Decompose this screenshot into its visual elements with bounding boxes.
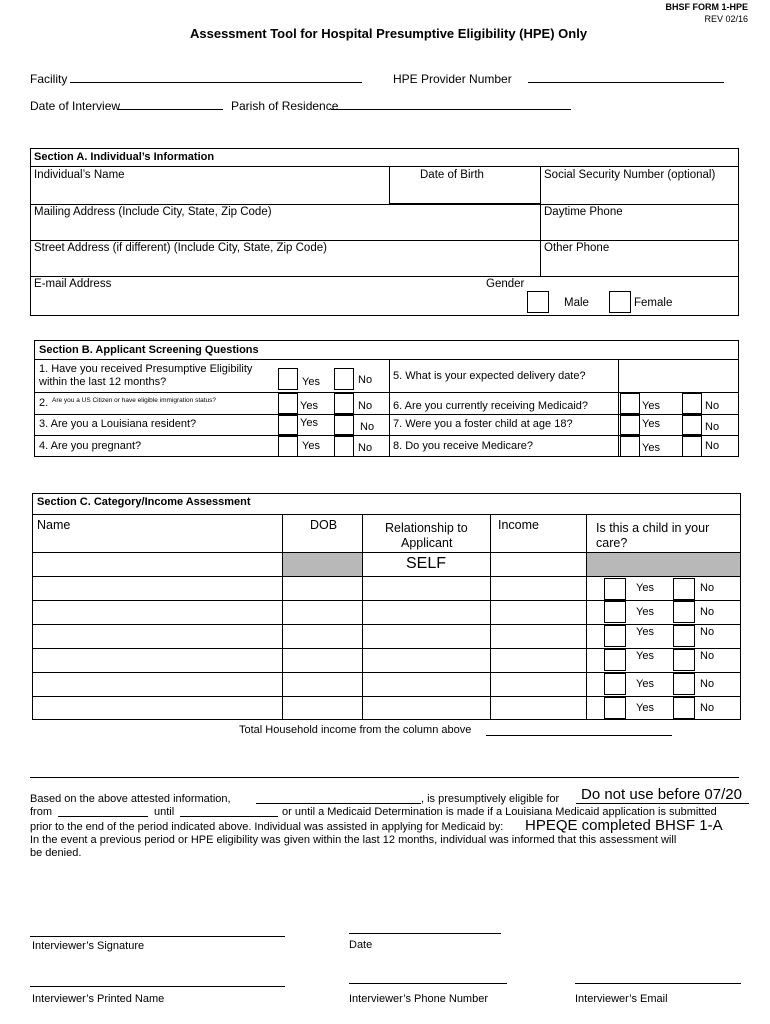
row7-yes-label: Yes [636,702,654,714]
q3-no-checkbox[interactable] [334,415,354,435]
self-dob-shaded [283,553,362,576]
form-revision: REV 02/16 [704,14,748,24]
row7-no-checkbox[interactable] [673,697,695,719]
row5-yes-checkbox[interactable] [604,649,626,671]
col-child-1: Is this a child in your [596,521,710,535]
phone-label: Interviewer’s Phone Number [349,993,488,1005]
row2-no-checkbox[interactable] [673,578,695,600]
section-a-title: Section A. Individual’s Information [34,151,215,163]
parish-label: Parish of Residence [231,99,339,113]
q4-yes-label: Yes [302,440,320,452]
q1-yes-label: Yes [302,376,320,388]
mailing-address-label: Mailing Address (Include City, State, Zip Code) [34,206,272,218]
interviewer-email-label: Interviewer’s Email [575,993,668,1005]
date-of-interview-field[interactable] [117,109,223,110]
attest-line3: prior to the end of the period indicated above. Individual was assisted in applying for Medicaid by: [30,821,504,833]
ssn-label: Social Security Number (optional) [544,169,716,181]
col-name: Name [37,518,71,532]
col-relationship-2: Applicant [401,536,453,550]
q2-no-label: No [358,400,373,412]
col-relationship-1: Relationship to [385,521,468,535]
date-of-interview-label: Date of Interview [30,99,121,113]
q8-text: 8. Do you receive Medicare? [393,440,534,452]
q2-text: Are you a US Citizen or have eligible immigration status? [52,397,217,404]
page-title: Assessment Tool for Hospital Presumptive Eligibility (HPE) Only [190,26,588,41]
row2-yes-label: Yes [636,582,654,594]
row5-no-checkbox[interactable] [673,649,695,671]
facility-field[interactable] [70,82,362,83]
row3-yes-checkbox[interactable] [604,601,626,623]
row6-no-label: No [700,678,715,690]
q4-yes-checkbox[interactable] [278,436,298,457]
printed-name-label: Interviewer’s Printed Name [32,993,165,1005]
q7-text: 7. Were you a foster child at age 18? [393,418,573,430]
facility-label: Facility [30,72,68,86]
female-label: Female [634,297,673,309]
daytime-phone-label: Daytime Phone [544,206,623,218]
applicant-name-field[interactable] [256,803,421,804]
col-dob: DOB [310,518,338,532]
q6-no-checkbox[interactable] [682,393,702,414]
q2-yes-label: Yes [300,400,318,412]
q5-text: 5. What is your expected delivery date? [393,370,586,382]
q1-line2: within the last 12 months? [39,376,167,388]
q4-no-checkbox[interactable] [334,436,354,457]
form-id: BHSF FORM 1-HPE [665,2,748,12]
q7-yes-checkbox[interactable] [620,415,640,435]
q8-no-checkbox[interactable] [682,436,702,457]
q1-yes-checkbox[interactable] [278,368,298,390]
from-date-field[interactable] [58,816,148,817]
self-text: SELF [406,555,447,572]
col-income: Income [498,518,539,532]
q3-yes-label: Yes [300,417,318,429]
signature-field[interactable] [30,936,285,937]
street-address-label: Street Address (if different) (Include City, State, Zip Code) [34,242,327,254]
email-label: E-mail Address [34,278,112,290]
q3-no-label: No [360,421,375,433]
row7-no-label: No [700,702,715,714]
gender-label: Gender [486,278,525,290]
row2-yes-checkbox[interactable] [604,578,626,600]
row4-no-checkbox[interactable] [673,625,695,647]
row3-yes-label: Yes [636,606,654,618]
q4-text: 4. Are you pregnant? [39,440,142,452]
q1-no-label: No [358,374,373,386]
q6-yes-checkbox[interactable] [620,393,640,414]
individual-name-label: Individual’s Name [34,169,125,181]
section-b-title: Section B. Applicant Screening Questions [39,344,259,356]
until-label: until [154,806,175,818]
total-income-label: Total Household income from the column above [239,724,472,736]
dob-label: Date of Birth [420,169,484,181]
row4-yes-label: Yes [636,626,654,638]
row5-no-label: No [700,650,715,662]
q2-yes-checkbox[interactable] [278,393,298,414]
provider-number-label: HPE Provider Number [393,72,512,86]
interviewer-email-field[interactable] [575,983,741,984]
q6-yes-label: Yes [642,400,660,412]
q1-line1: 1. Have you received Presumptive Eligibility [39,363,253,375]
q6-no-label: No [705,400,720,412]
q3-yes-checkbox[interactable] [278,415,298,435]
q1-no-checkbox[interactable] [334,368,354,390]
female-checkbox[interactable] [609,291,631,313]
parish-field[interactable] [331,109,571,110]
provider-number-field[interactable] [528,82,724,83]
total-income-field[interactable] [486,735,672,736]
attest-line5: be denied. [30,847,82,859]
male-label: Male [564,297,589,309]
q7-no-checkbox[interactable] [682,415,702,435]
date-field[interactable] [349,933,501,934]
date-label: Date [349,939,373,951]
q7-yes-label: Yes [642,418,660,430]
attest-line1-a: Based on the above attested information, [30,793,231,805]
until-date-field[interactable] [180,816,278,817]
row3-no-label: No [700,606,715,618]
attest-line1-b: , is presumptively eligible for [421,793,560,805]
q2-no-checkbox[interactable] [334,393,354,414]
signature-label: Interviewer’s Signature [32,940,145,952]
q3-text: 3. Are you a Louisiana resident? [39,418,197,430]
row2-no-label: No [700,582,715,594]
row4-no-label: No [700,626,715,638]
q6-text: 6. Are you currently receiving Medicaid? [393,400,589,412]
other-phone-label: Other Phone [544,242,610,254]
row6-no-checkbox[interactable] [673,673,695,695]
col-child-2: care? [596,536,628,550]
stamp-do-not-use: Do not use before 07/20 [581,786,742,803]
row3-no-checkbox[interactable] [673,601,695,623]
q8-yes-label: Yes [642,442,660,454]
row6-yes-label: Yes [636,678,654,690]
row4-yes-checkbox[interactable] [604,625,626,647]
q8-no-label: No [705,440,720,452]
phone-field[interactable] [349,983,507,984]
from-label: from [30,806,52,818]
q7-no-label: No [705,421,720,433]
section-c-title: Section C. Category/Income Assessment [37,496,251,508]
q2-number: 2. [39,397,49,409]
attest-line4: In the event a previous period or HPE eligibility was given within the last 12 months, individual was informed that this assessment will [30,834,677,846]
printed-name-field[interactable] [30,986,285,987]
row7-yes-checkbox[interactable] [604,697,626,719]
male-checkbox[interactable] [527,291,549,313]
row5-yes-label: Yes [636,650,654,662]
q4-no-label: No [358,442,373,454]
stamp-hpeqe: HPEQE completed BHSF 1-A [525,817,723,834]
attest-line2-rest: or until a Medicaid Determination is made if a Louisiana Medicaid application is submitted [282,806,717,818]
self-child-shaded [587,553,740,576]
row6-yes-checkbox[interactable] [604,673,626,695]
q8-yes-checkbox[interactable] [620,436,640,457]
